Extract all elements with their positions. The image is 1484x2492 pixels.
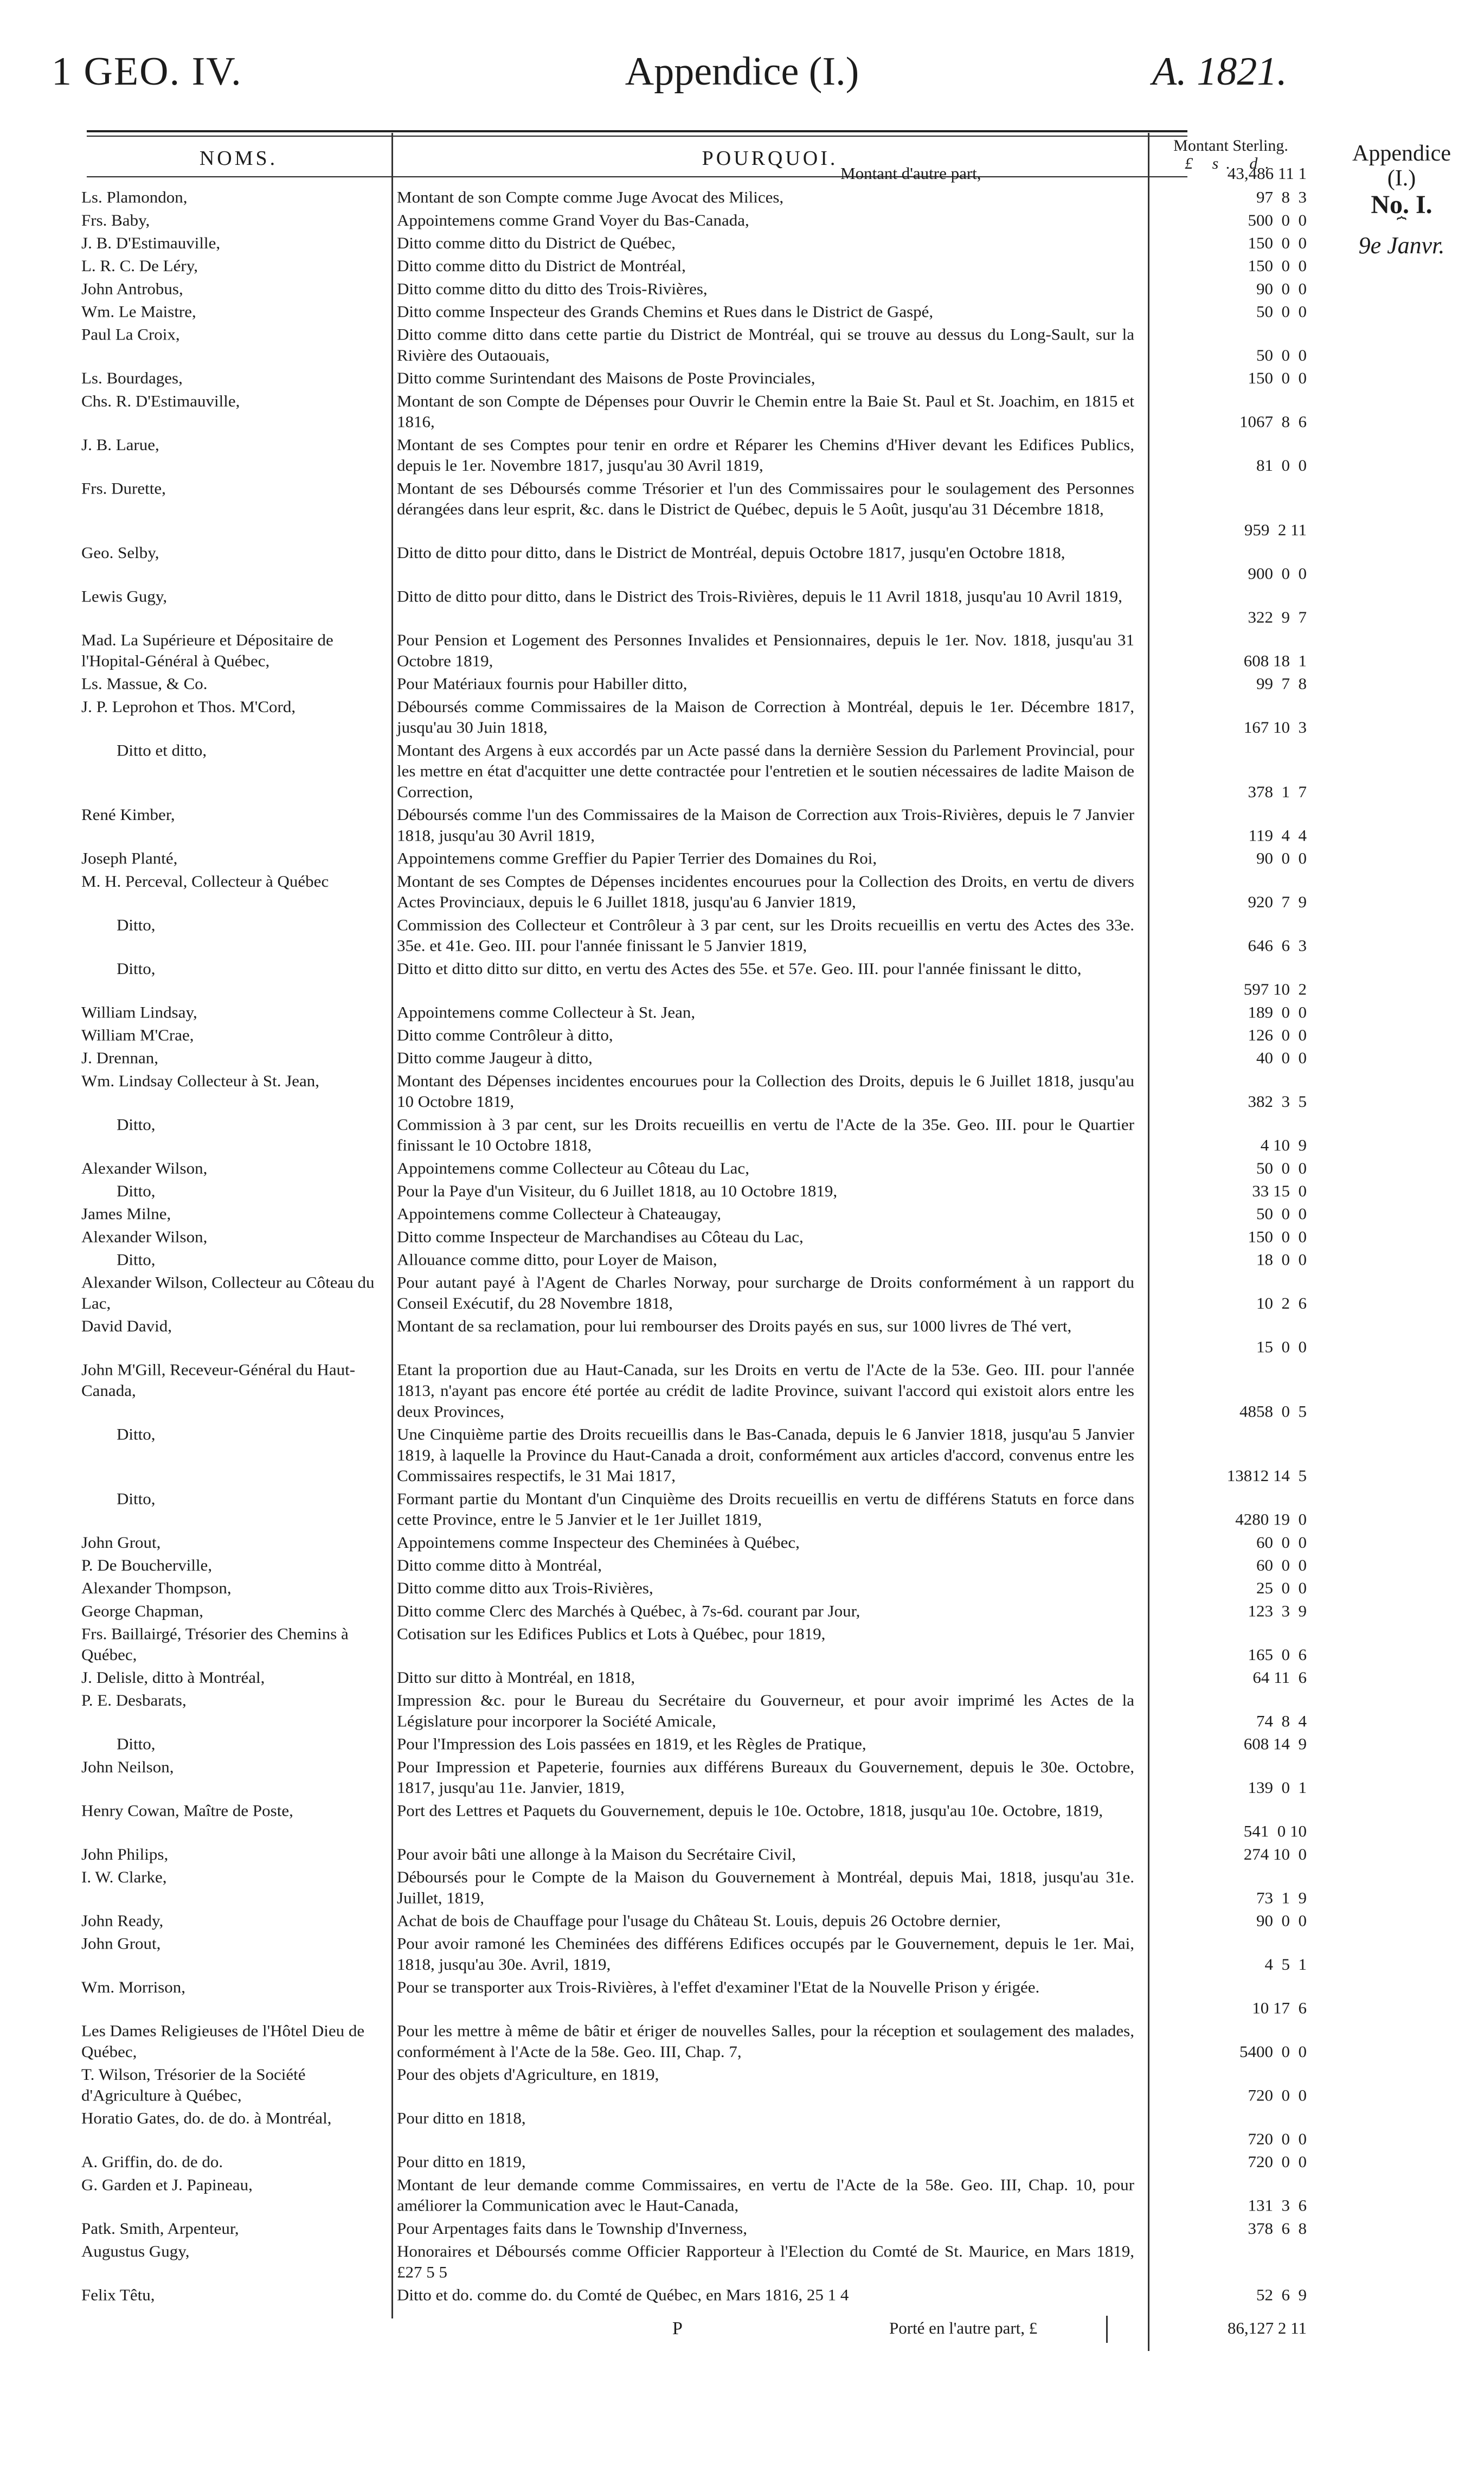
row-purpose: Achat de bois de Chauffage pour l'usage du Château St. Louis, depuis 26 Octobre dernier, [397,1911,1001,1930]
row-purpose: Ditto et ditto ditto sur ditto, en vertu des Actes des 55e. et 57e. Geo. III. pour l'année finissant le ditto, [397,959,1082,978]
margin-note [1326,141,1477,259]
row-name: Ditto, [117,1489,156,1508]
top-rule-thin [87,136,1187,137]
row-purpose: Commission des Collecteur et Contrôleur à 3 par cent, sur les Droits recueillis en vertu des Actes des 33e. 35e. et 41e. Geo. III. pour l'année finissant le 5 Janvier 1819, [397,915,1134,955]
row-name: John Grout, [81,1934,161,1953]
row-amount: 720 0 0 [1248,2130,1307,2148]
row-amount: 50 0 0 [1256,346,1307,364]
row-amount: 274 10 0 [1243,1844,1307,1863]
row-purpose: Montant de ses Déboursés comme Trésorier et l'un des Commissaires pour le soulagement des Personnes dérangées dans leur esprit, &c. dans le District de Québec, depuis le 5 Août, jusqu'au 31 Décembre 1818, [397,479,1134,518]
row-purpose: Appointemens comme Greffier du Papier Terrier des Domaines du Roi, [397,849,877,868]
row-name: T. Wilson, Trésorier de la Société d'Agriculture à Québec, [81,2065,306,2105]
row-amount: 597 10 2 [1243,980,1307,998]
row-amount: 50 0 0 [1256,1205,1307,1223]
row-purpose: Montant de leur demande comme Commissaires, en vertu de l'Acte de la 58e. Geo. III, Chap. 10, pour améliorer la Communication avec le Haut-Canada, [397,2175,1134,2215]
row-amount: 97 8 3 [1256,188,1307,207]
row-name: J. B. D'Estimauville, [81,234,221,252]
row-purpose: Ditto de ditto pour ditto, dans le District de Montréal, depuis Octobre 1817, jusqu'en Octobre 1818, [397,543,1065,562]
row-purpose: Pour Pension et Logement des Personnes Invalides et Pensionnaires, depuis le 1er. Nov. 1818, jusqu'au 31 Octobre 1819, [397,631,1134,670]
montant-title: Montant Sterling. [1173,137,1288,155]
header-title: Appendice (I.) [625,49,859,94]
row-amount: 4280 19 0 [1235,1510,1307,1529]
row-amount: 50 0 0 [1256,1159,1307,1177]
row-purpose: Honoraires et Déboursés comme Officier Rapporteur à l'Election du Comté de St. Maurice, en Mars 1819, £27 5 5 [397,2242,1134,2281]
row-amount: 608 14 9 [1243,1734,1307,1753]
row-name: Ditto et ditto, [117,741,207,760]
row-purpose: Déboursés pour le Compte de la Maison du Gouvernement à Montréal, depuis Mai, 1818, jusqu'au 31e. Juillet, 1819, [397,1868,1134,1907]
row-purpose: Pour avoir bâti une allonge à la Maison du Secrétaire Civil, [397,1844,796,1863]
row-purpose: Montant des Dépenses incidentes encourues pour la Collection des Droits, depuis le 6 Juillet 1818, jusqu'au 10 Octobre 1819, [397,1072,1134,1111]
row-amount: 139 0 1 [1248,1778,1307,1797]
row-purpose: Cotisation sur les Edifices Publics et Lots à Québec, pour 1819, [397,1624,826,1643]
row-amount: 4 10 9 [1260,1136,1307,1155]
row-name: David David, [81,1317,172,1335]
row-amount: 378 6 8 [1248,2219,1307,2238]
row-name: J. P. Leprohon et Thos. M'Cord, [81,697,296,716]
row-amount: 189 0 0 [1248,1003,1307,1022]
row-name: Ditto, [117,1115,156,1134]
row-amount: 167 10 3 [1243,718,1307,736]
row-name: John Grout, [81,1533,161,1552]
row-purpose: Montant de son Compte de Dépenses pour Ouvrir le Chemin entre la Baie St. Paul et St. Joachim, en 1815 et 1816, [397,392,1134,431]
row-amount: 608 18 1 [1243,651,1307,670]
row-purpose: Appointemens comme Grand Voyer du Bas-Canada, [397,211,749,229]
row-amount: 40 0 0 [1256,1048,1307,1067]
row-amount: 25 0 0 [1256,1579,1307,1597]
row-amount: 5400 0 0 [1239,2042,1307,2061]
row-amount: 119 4 4 [1248,826,1307,845]
row-amount: 10 17 6 [1252,1998,1307,2017]
row-name: James Milne, [81,1205,171,1223]
row-amount: 720 0 0 [1248,2086,1307,2105]
row-name: George Chapman, [81,1601,203,1620]
row-name: Joseph Planté, [81,849,178,868]
row-name: P. De Boucherville, [81,1556,213,1574]
row-name: Frs. Baby, [81,211,150,229]
row-name: William Lindsay, [81,1003,197,1022]
row-name: Ls. Massue, & Co. [81,674,208,693]
row-name: Alexander Wilson, [81,1159,208,1177]
row-amount: 150 0 0 [1248,369,1307,387]
row-name: Mad. La Supérieure et Dépositaire de l'Hopital-Général à Québec, [81,631,333,670]
row-name: René Kimber, [81,805,175,824]
row-purpose: Pour ditto en 1818, [397,2109,526,2128]
row-name: Les Dames Religieuses de l'Hôtel Dieu de Québec, [81,2021,365,2061]
row-amount: 18 0 0 [1256,1250,1307,1269]
row-amount: 33 15 0 [1252,1182,1307,1200]
header-year: A. 1821. [1152,49,1287,94]
row-name: J. Drennan, [81,1048,159,1067]
row-amount: 165 0 6 [1248,1645,1307,1664]
row-purpose: Déboursés comme Commissaires de la Maison de Correction à Montréal, depuis le 1er. Décembre 1817, jusqu'au 30 Juin 1818, [397,697,1134,736]
row-name: Wm. Le Maistre, [81,302,196,321]
header-session: 1 GEO. IV. [52,49,242,94]
row-purpose: Pour des objets d'Agriculture, en 1819, [397,2065,659,2084]
row-name: Ditto, [117,1182,156,1200]
margin-brace-icon: ⏞ [1397,217,1406,235]
row-amount: 541 0 10 [1243,1822,1307,1841]
total-rule [1106,2316,1108,2343]
row-name: Ls. Bourdages, [81,369,183,387]
row-purpose: Pour autant payé à l'Agent de Charles Norway, pour surcharge de Droits conformément à un rapport du Conseil Exécutif, du 28 Novembre 1818, [397,1273,1134,1312]
row-amount: 920 7 9 [1248,893,1307,911]
row-purpose: Impression &c. pour le Bureau du Secrétaire du Gouverneur, et pour avoir imprimé les Actes de la Législature pour incorporer la Société Amicale, [397,1691,1134,1731]
row-purpose: Ditto comme Surintendant des Maisons de Poste Provinciales, [397,369,815,387]
footer-total: 86,127 2 11 [1227,2318,1307,2337]
row-purpose: Montant de son Compte comme Juge Avocat des Milices, [397,188,784,207]
row-amount: 90 0 0 [1256,1911,1307,1930]
row-amount: 646 6 3 [1248,936,1307,955]
row-amount: 4858 0 5 [1239,1402,1307,1421]
row-name: Alexander Wilson, Collecteur au Côteau du Lac, [81,1273,375,1312]
row-amount: 90 0 0 [1256,849,1307,868]
row-amount: 126 0 0 [1248,1026,1307,1045]
row-amount: 81 0 0 [1256,456,1307,475]
row-amount: 64 11 6 [1252,1668,1307,1687]
row-name: J. Delisle, ditto à Montréal, [81,1668,265,1687]
row-purpose: Ditto comme ditto aux Trois-Rivières, [397,1579,653,1597]
row-name: Geo. Selby, [81,543,159,562]
row-name: John Neilson, [81,1757,174,1776]
row-name: Patk. Smith, Arpenteur, [81,2219,239,2238]
row-name: Frs. Baillairgé, Trésorier des Chemins à Québec, [81,1624,349,1664]
row-purpose: Ditto comme Inspecteur des Grands Chemins et Rues dans le District de Gaspé, [397,302,934,321]
row-purpose: Appointemens comme Collecteur à St. Jean, [397,1003,696,1022]
column-divider-amounts [1148,133,1149,2351]
row-name: Wm. Lindsay Collecteur à St. Jean, [81,1072,320,1090]
row-amount: 959 2 11 [1244,521,1307,539]
row-name: L. R. C. De Léry, [81,257,198,275]
row-amount: 4 5 1 [1264,1955,1307,1974]
row-amount: 1067 8 6 [1239,412,1307,431]
row-amount: 900 0 0 [1248,564,1307,583]
row-purpose: Pour Arpentages faits dans le Township d'Inverness, [397,2219,747,2238]
margin-letter: (I.) [1387,166,1416,191]
header-rule [87,176,1187,177]
row-amount: 500 0 0 [1248,211,1307,229]
row-amount: 131 3 6 [1248,2196,1307,2215]
row-amount: 10 2 6 [1256,1294,1307,1312]
row-purpose: Ditto de ditto pour ditto, dans le District des Trois-Rivières, depuis le 11 Avril 1818, jusqu'au 10 Avril 1819, [397,587,1122,606]
row-purpose: Formant partie du Montant d'un Cinquième des Droits recueillis en vertu de différens Statuts en force dans cette Province, entre le 5 Janvier et le 1er Juillet 1819, [397,1489,1134,1529]
row-purpose: Montant de ses Comptes de Dépenses incidentes encourues pour la Collection des Droits, en vertu de divers Actes Provinciaux, depuis le 6 Juillet 1818, jusqu'au 6 Janvier 1819, [397,872,1134,911]
row-name: Frs. Durette, [81,479,166,498]
row-name: Horatio Gates, do. de do. à Montréal, [81,2109,332,2128]
row-name: Wm. Morrison, [81,1978,186,1996]
row-name: Ls. Plamondon, [81,188,188,207]
row-purpose: Ditto comme ditto du District de Québec, [397,234,676,252]
montant-units: £ s. d. [1185,155,1277,172]
row-amount: 52 6 9 [1256,2285,1307,2304]
row-purpose: Pour l'Impression des Lois passées en 1819, et les Règles de Pratique, [397,1734,866,1753]
row-purpose: Ditto comme Contrôleur à ditto, [397,1026,613,1045]
column-header-pourquoi: POURQUOI. [702,147,838,170]
footer-label: Porté en l'autre part, £ [889,2318,1038,2337]
row-purpose: Etant la proportion due au Haut-Canada, sur les Droits en vertu de l'Acte de la 53e. Geo. III. pour l'année 1813, n'ayant pas encore été portée au crédit de ladite Province, suivant l'accord qui existoit alors entre les deux Provinces, [397,1360,1134,1421]
row-amount: 60 0 0 [1256,1556,1307,1574]
row-name: John Ready, [81,1911,164,1930]
row-amount: 123 3 9 [1248,1601,1307,1620]
row-purpose: Montant des Argens à eux accordés par un Acte passé dans la dernière Session du Parlement Provincial, pour les mettre en état d'acquitter une dette contractée pour l'entretien et le soutien nécessaires de ladite Maison de Correction, [397,741,1134,801]
row-purpose: Ditto comme Inspecteur de Marchandises au Côteau du Lac, [397,1227,804,1246]
margin-appendice: Appendice [1352,141,1451,166]
row-name: Ditto, [117,1734,156,1753]
row-name: I. W. Clarke, [81,1868,167,1886]
row-purpose: Appointemens comme Collecteur au Côteau du Lac, [397,1159,749,1177]
row-purpose: Pour les mettre à même de bâtir et ériger de nouvelles Salles, pour la réception et soulagement des malades, conformément à l'Acte de la 58e. Geo. III, Chap. 7, [397,2021,1134,2061]
top-rule [87,130,1187,132]
row-name: John Philips, [81,1844,169,1863]
row-amount: 60 0 0 [1256,1533,1307,1552]
row-name: Alexander Wilson, [81,1227,208,1246]
row-purpose: Port des Lettres et Paquets du Gouvernement, depuis le 10e. Octobre, 1818, jusqu'au 10e. Octobre, 1819, [397,1801,1103,1820]
row-purpose: Allouance comme ditto, pour Loyer de Maison, [397,1250,717,1269]
row-purpose: Montant de sa reclamation, pour lui rembourser des Droits payés en sus, sur 1000 livres de Thé vert, [397,1317,1072,1335]
row-purpose: Pour Matériaux fournis pour Habiller ditto, [397,674,688,693]
row-name: Lewis Gugy, [81,587,168,606]
row-amount: 150 0 0 [1248,234,1307,252]
row-name: Chs. R. D'Estimauville, [81,392,240,411]
row-name: Ditto, [117,1250,156,1269]
row-amount: 73 1 9 [1256,1888,1307,1907]
row-name: P. E. Desbarats, [81,1691,187,1709]
row-purpose: Ditto sur ditto à Montréal, en 1818, [397,1668,635,1687]
row-purpose: Pour ditto en 1819, [397,2153,526,2171]
row-purpose: Déboursés comme l'un des Commissaires de la Maison de Correction aux Trois-Rivières, depuis le 7 Janvier 1818, jusqu'au 30 Avril 1819, [397,805,1134,845]
row-name: Ditto, [117,1425,156,1444]
row-name: Augustus Gugy, [81,2242,190,2260]
row-purpose: Ditto comme Clerc des Marchés à Québec, à 7s-6d. courant par Jour, [397,1601,860,1620]
carried-in-amount: 43,486 11 1 [1227,164,1307,183]
column-divider-names [391,133,393,2318]
row-name: William M'Crae, [81,1026,194,1045]
row-amount: 99 7 8 [1256,674,1307,693]
row-name: Paul La Croix, [81,325,180,344]
column-header-noms: NOMS. [199,147,278,170]
row-amount: 382 3 5 [1248,1092,1307,1111]
row-amount: 50 0 0 [1256,302,1307,321]
margin-number: No. I. [1371,190,1432,220]
row-name: A. Griffin, do. de do. [81,2153,223,2171]
row-purpose: Une Cinquième partie des Droits recueillis dans le Bas-Canada, depuis le 6 Janvier 1818, jusqu'au 5 Janvier 1819, à laquelle la Province du Haut-Canada a droit, conformément aux articles d'accord, convenus entre les Commissaires respectifs, le 31 Mai 1817, [397,1425,1134,1485]
row-amount: 378 1 7 [1248,783,1307,801]
row-purpose: Ditto comme Jaugeur à ditto, [397,1048,593,1067]
row-name: Ditto, [117,959,156,978]
row-name: Alexander Thompson, [81,1579,232,1597]
row-purpose: Ditto comme ditto à Montréal, [397,1556,602,1574]
row-purpose: Appointemens comme Inspecteur des Cheminées à Québec, [397,1533,800,1552]
row-name: M. H. Perceval, Collecteur à Québec [81,872,329,891]
row-amount: 90 0 0 [1256,279,1307,298]
signature-mark: P [672,2318,683,2339]
row-purpose: Pour se transporter aux Trois-Rivières, à l'effet d'examiner l'Etat de la Nouvelle Prison y érigée. [397,1978,1040,1996]
row-purpose: Ditto comme ditto dans cette partie du District de Montréal, qui se trouve au dessus du Long-Sault, sur la Rivière des Outaouais, [397,325,1134,364]
row-purpose: Appointemens comme Collecteur à Chateaugay, [397,1205,721,1223]
row-purpose: Pour avoir ramoné les Cheminées des différens Edifices occupés par le Gouvernement, depuis le 1er. Mai, 1818, jusqu'au 30e. Avril, 1819, [397,1934,1134,1974]
row-name: J. B. Larue, [81,435,159,454]
margin-date: 9e Janvr. [1358,232,1445,259]
row-amount: 150 0 0 [1248,1227,1307,1246]
carried-in-label: Montant d'autre part, [840,164,981,183]
row-name: John M'Gill, Receveur-Général du Haut-Canada, [81,1360,356,1400]
row-purpose: Ditto comme ditto du ditto des Trois-Rivières, [397,279,708,298]
row-name: Henry Cowan, Maître de Poste, [81,1801,293,1820]
row-purpose: Pour la Paye d'un Visiteur, du 6 Juillet 1818, au 10 Octobre 1819, [397,1182,838,1200]
row-name: Felix Têtu, [81,2285,155,2304]
row-name: G. Garden et J. Papineau, [81,2175,253,2194]
row-name: John Antrobus, [81,279,183,298]
row-amount: 322 9 7 [1248,608,1307,626]
row-amount: 74 8 4 [1256,1712,1307,1731]
row-amount: 13812 14 5 [1226,1466,1307,1485]
row-amount: 150 0 0 [1248,257,1307,275]
row-amount: 720 0 0 [1248,2153,1307,2171]
row-amount: 15 0 0 [1256,1337,1307,1356]
row-purpose: Montant de ses Comptes pour tenir en ordre et Réparer les Chemins d'Hiver devant les Edifices Publics, depuis le 1er. Novembre 1817, jusqu'au 30 Avril 1819, [397,435,1134,475]
row-name: Ditto, [117,915,156,934]
row-purpose: Pour Impression et Papeterie, fournies aux différens Bureaux du Gouvernement, depuis le 30e. Octobre, 1817, jusqu'au 11e. Janvier, 1819, [397,1757,1134,1797]
row-purpose: Commission à 3 par cent, sur les Droits recueillis en vertu de l'Acte de la 35e. Geo. III. pour le Quartier finissant le 10 Octobre 1818, [397,1115,1134,1155]
row-purpose: Ditto comme ditto du District de Montréal, [397,257,686,275]
row-purpose: Ditto et do. comme do. du Comté de Québec, en Mars 1816, 25 1 4 [397,2285,849,2304]
